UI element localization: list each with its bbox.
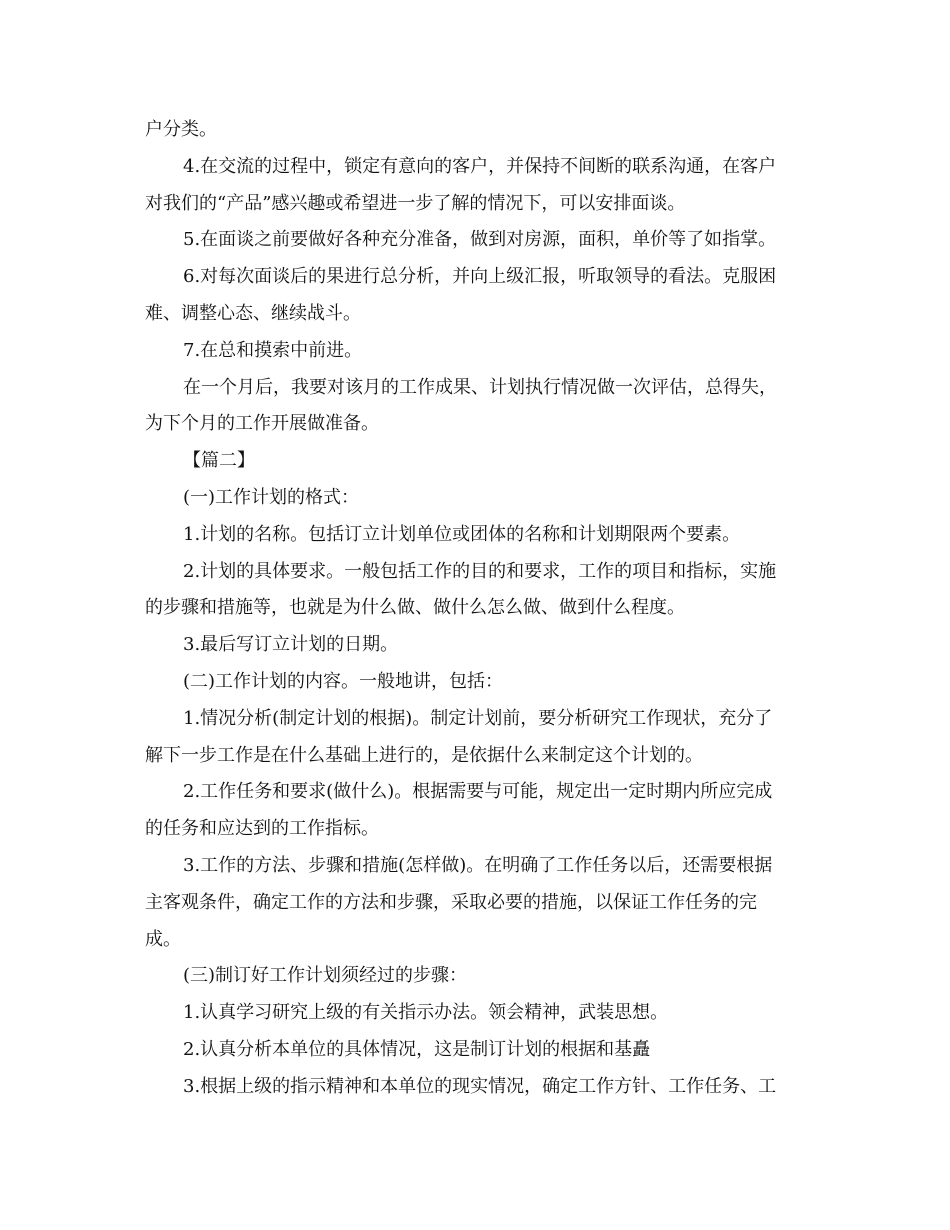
text-line: 4.在交流的过程中，锁定有意向的客户，并保持不间断的联系沟通，在客户	[183, 155, 777, 177]
text-line: 的任务和应达到的工作指标。	[145, 818, 379, 840]
text-line: 户分类。	[145, 119, 217, 140]
text-line: 1.认真学习研究上级的有关指示办法。领会精神，武装思想。	[183, 1002, 669, 1024]
text-line: 3.最后写订立计划的日期。	[183, 634, 399, 656]
text-line: 的步骤和措施等，也就是为什么做、做什么怎么做、做到什么程度。	[145, 597, 685, 619]
text-line: 为下个月的工作开展做准备。	[145, 413, 379, 435]
text-line: 主客观条件，确定工作的方法和步骤，采取必要的措施，以保证工作任务的完	[145, 891, 757, 913]
text-line: (三)制订好工作计划须经过的步骤：	[183, 965, 468, 987]
text-line: 难、调整心态、继续战斗。	[145, 302, 361, 324]
text-line: 对我们的“产品”感兴趣或希望进一步了解的情况下，可以安排面谈。	[145, 192, 686, 214]
text-line: (一)工作计划的格式：	[183, 486, 360, 508]
text-line: 在一个月后，我要对该月的工作成果、计划执行情况做一次评估，总得失，	[183, 376, 777, 398]
text-line: (二)工作计划的内容。一般地讲，包括：	[183, 670, 504, 692]
text-line: 5.在面谈之前要做好各种充分准备，做到对房源，面积，单价等了如指掌。	[183, 229, 777, 251]
text-line: 成。	[145, 928, 181, 950]
text-line: 1.情况分析(制定计划的根据)。制定计划前，要分析研究工作现状，充分了	[183, 707, 773, 729]
text-line: 2.计划的具体要求。一般包括工作的目的和要求，工作的项目和指标，实施	[183, 560, 777, 582]
text-line: 3.根据上级的指示精神和本单位的现实情况，确定工作方针、工作任务、工	[183, 1075, 777, 1097]
text-line: 6.对每次面谈后的果进行总分析，并向上级汇报，听取领导的看法。克服困	[183, 266, 777, 288]
document-body	[145, 112, 805, 1106]
text-line: 1.计划的名称。包括订立计划单位或团体的名称和计划期限两个要素。	[183, 523, 741, 545]
text-line: 3.工作的方法、步骤和措施(怎样做)。在明确了工作任务以后，还需要根据	[183, 854, 773, 876]
text-line: 7.在总和摸索中前进。	[183, 339, 363, 361]
text-line: 解下一步工作是在什么基础上进行的，是依据什么来制定这个计划的。	[145, 744, 703, 766]
text-line: 【篇二】	[183, 450, 255, 472]
text-line: 2.认真分析本单位的具体情况，这是制订计划的根据和基矗	[183, 1038, 651, 1060]
text-line: 2.工作任务和要求(做什么)。根据需要与可能，规定出一定时期内所应完成	[183, 781, 773, 803]
